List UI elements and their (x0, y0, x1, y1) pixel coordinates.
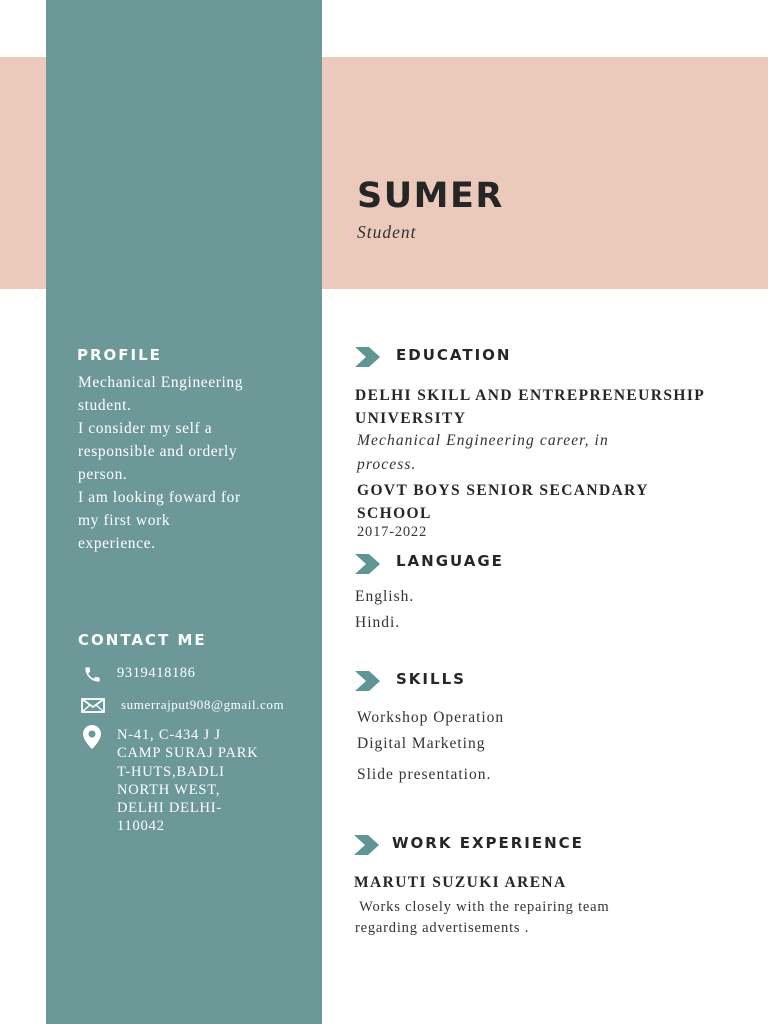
address-block (117, 726, 307, 836)
address-line: 110042 (117, 818, 165, 835)
chevron-right-icon (354, 835, 380, 855)
address-line: CAMP SURAJ PARK (117, 745, 259, 762)
university-name-line: UNIVERSITY (355, 410, 467, 427)
skill-item: Workshop Operation (357, 709, 505, 726)
phone-number-link[interactable]: 9319418186 (117, 665, 196, 681)
chevron-right-icon (355, 347, 381, 367)
email-link[interactable]: sumerrajput908@gmail.com (121, 697, 285, 712)
company-name: MARUTI SUZUKI ARENA (354, 874, 567, 891)
school-name-line: GOVT BOYS SENIOR SECANDARY (357, 482, 649, 499)
profile-line: student. (78, 397, 132, 414)
address-line: NORTH WEST, (117, 781, 221, 798)
school-years: 2017-2022 (357, 524, 428, 540)
language-item: Hindi. (355, 614, 401, 631)
school-name-line: SCHOOL (357, 505, 432, 522)
profile-line: Mechanical Engineering (78, 374, 244, 391)
skill-item: Digital Marketing (357, 735, 486, 752)
person-role: Student (357, 222, 417, 242)
skills-heading: SKILLS (396, 670, 466, 688)
profile-heading: PROFILE (77, 346, 162, 364)
phone-icon (82, 664, 102, 684)
chevron-right-icon (355, 554, 381, 574)
profile-line: I consider my self a (78, 420, 213, 437)
language-item: English. (355, 588, 415, 605)
location-pin-icon (82, 724, 102, 749)
profile-text (78, 371, 293, 555)
skill-item: Slide presentation. (357, 766, 492, 783)
envelope-icon (80, 697, 105, 713)
university-name-line: DELHI SKILL AND ENTREPRENEURSHIP (355, 387, 706, 404)
education-heading: EDUCATION (396, 346, 512, 364)
language-heading: LANGUAGE (396, 552, 504, 570)
person-name: SUMER (357, 176, 504, 216)
chevron-right-icon (355, 671, 381, 691)
address-line: T-HUTS,BADLI (117, 763, 225, 780)
work-description-line: regarding advertisements . (355, 920, 530, 936)
profile-line: experience. (78, 535, 156, 552)
profile-line: person. (78, 466, 128, 483)
profile-line: my first work (78, 512, 171, 529)
address-line: N-41, C-434 J J (117, 727, 221, 743)
profile-line: responsible and orderly (78, 443, 238, 460)
university-detail-line: process. (357, 456, 417, 473)
contact-heading: CONTACT ME (78, 631, 207, 649)
work-description-line: Works closely with the repairing team (355, 899, 610, 915)
address-line: DELHI DELHI- (117, 800, 223, 817)
profile-line: I am looking foward for (78, 489, 241, 506)
work-experience-heading: WORK EXPERIENCE (392, 834, 584, 852)
university-detail-line: Mechanical Engineering career, in (357, 432, 609, 449)
